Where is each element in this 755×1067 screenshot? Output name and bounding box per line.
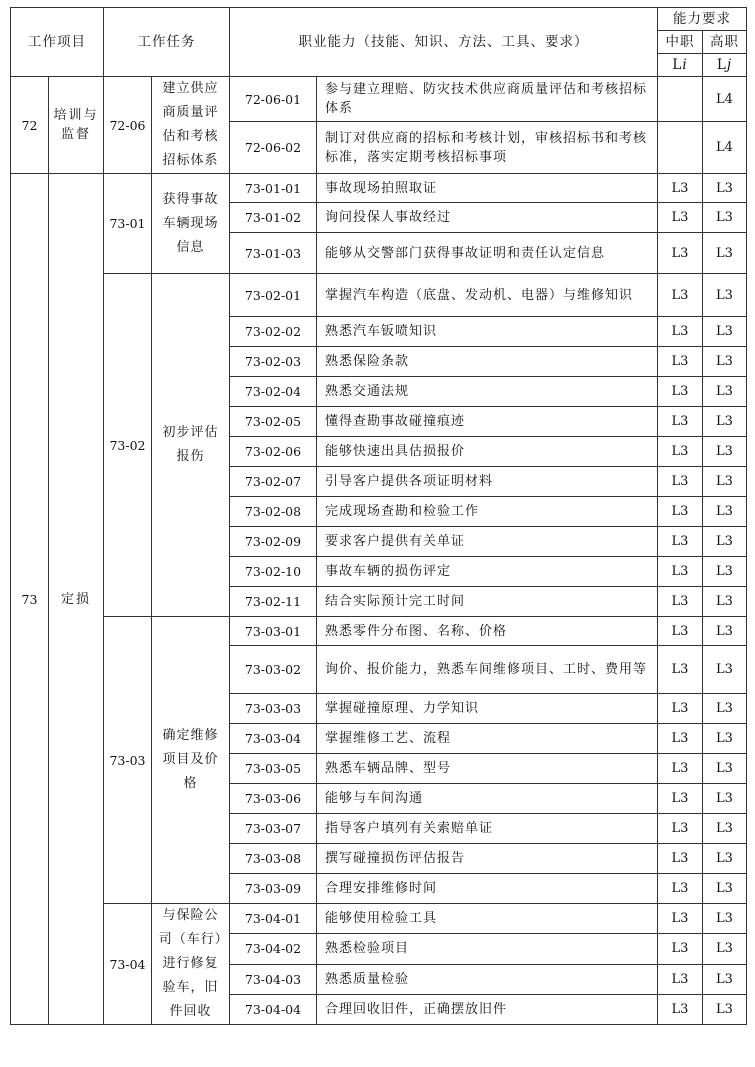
level-mid: L3 <box>658 174 703 203</box>
table-row <box>11 77 747 122</box>
level-mid: L3 <box>658 557 703 587</box>
level-mid: L3 <box>658 587 703 617</box>
ability-code: 73-02-11 <box>230 587 317 617</box>
level-mid: L3 <box>658 274 703 317</box>
ability-text: 懂得查勘事故碰撞痕迹 <box>317 407 658 437</box>
task-name: 建立供应商质量评估和考核招标体系 <box>152 77 230 174</box>
level-high: L3 <box>703 964 747 994</box>
ability-text: 能够从交警部门获得事故证明和责任认定信息 <box>317 233 658 274</box>
header-lj-text: Lj <box>716 56 733 73</box>
level-mid: L3 <box>658 233 703 274</box>
ability-text: 事故现场拍照取证 <box>317 174 658 203</box>
level-variable: i <box>682 56 688 73</box>
ability-code: 73-01-03 <box>230 233 317 274</box>
ability-code: 73-02-05 <box>230 407 317 437</box>
ability-text: 完成现场查勘和检验工作 <box>317 497 658 527</box>
table-body <box>11 77 747 1025</box>
level-high: L3 <box>703 994 747 1024</box>
level-high: L3 <box>703 377 747 407</box>
level-mid <box>658 77 703 122</box>
task-code: 72-06 <box>104 77 152 174</box>
level-high: L3 <box>703 724 747 754</box>
level-mid: L3 <box>658 934 703 964</box>
level-high: L3 <box>703 174 747 203</box>
header-ability: 职业能力（技能、知识、方法、工具、要求） <box>230 8 658 77</box>
level-high: L3 <box>703 844 747 874</box>
ability-text: 掌握维修工艺、流程 <box>317 724 658 754</box>
ability-code: 73-02-07 <box>230 467 317 497</box>
project-name: 定损 <box>49 174 104 1025</box>
header-mid: 中职 <box>658 31 703 54</box>
level-high: L3 <box>703 274 747 317</box>
ability-text: 熟悉车辆品牌、型号 <box>317 754 658 784</box>
level-mid: L3 <box>658 994 703 1024</box>
ability-code: 73-03-08 <box>230 844 317 874</box>
level-mid: L3 <box>658 467 703 497</box>
header-li <box>658 54 703 77</box>
ability-text: 能够与车间沟通 <box>317 784 658 814</box>
level-high: L3 <box>703 754 747 784</box>
competency-table <box>10 7 747 1025</box>
ability-code: 73-04-01 <box>230 904 317 934</box>
task-code: 73-02 <box>104 274 152 617</box>
level-high: L3 <box>703 934 747 964</box>
level-high: L4 <box>703 122 747 174</box>
level-high: L3 <box>703 904 747 934</box>
level-high: L3 <box>703 437 747 467</box>
level-mid <box>658 122 703 174</box>
ability-code: 73-02-10 <box>230 557 317 587</box>
ability-code: 73-01-01 <box>230 174 317 203</box>
level-high: L3 <box>703 874 747 904</box>
ability-text: 撰写碰撞损伤评估报告 <box>317 844 658 874</box>
ability-code: 73-03-04 <box>230 724 317 754</box>
level-high: L3 <box>703 347 747 377</box>
ability-code: 72-06-02 <box>230 122 317 174</box>
table-row <box>11 904 747 934</box>
project-name: 培训与监督 <box>49 77 104 174</box>
ability-code: 73-04-02 <box>230 934 317 964</box>
ability-code: 73-04-03 <box>230 964 317 994</box>
header-project: 工作项目 <box>11 8 104 77</box>
level-mid: L3 <box>658 377 703 407</box>
ability-text: 制订对供应商的招标和考核计划，审核招标书和考核标准，落实定期考核招标事项 <box>317 122 658 174</box>
ability-text: 参与建立理赔、防灾技术供应商质量评估和考核招标体系 <box>317 77 658 122</box>
level-high: L3 <box>703 317 747 347</box>
level-high: L3 <box>703 617 747 646</box>
level-mid: L3 <box>658 646 703 694</box>
level-mid: L3 <box>658 814 703 844</box>
header-requirement: 能力要求 <box>658 8 747 31</box>
level-mid: L3 <box>658 694 703 724</box>
ability-code: 73-03-07 <box>230 814 317 844</box>
level-high: L3 <box>703 814 747 844</box>
ability-text: 掌握汽车构造（底盘、发动机、电器）与维修知识 <box>317 274 658 317</box>
ability-text: 要求客户提供有关单证 <box>317 527 658 557</box>
ability-text: 事故车辆的损伤评定 <box>317 557 658 587</box>
ability-code: 73-03-09 <box>230 874 317 904</box>
level-mid: L3 <box>658 497 703 527</box>
ability-code: 73-02-04 <box>230 377 317 407</box>
header-high: 高职 <box>703 31 747 54</box>
header-li-text: Li <box>672 56 688 73</box>
level-high: L3 <box>703 203 747 233</box>
ability-text: 结合实际预计完工时间 <box>317 587 658 617</box>
ability-text: 能够快速出具估损报价 <box>317 437 658 467</box>
level-mid: L3 <box>658 527 703 557</box>
task-name: 获得事故车辆现场信息 <box>152 174 230 274</box>
level-high: L3 <box>703 694 747 724</box>
ability-code: 73-01-02 <box>230 203 317 233</box>
ability-text: 合理回收旧件，正确摆放旧件 <box>317 994 658 1024</box>
ability-code: 73-03-05 <box>230 754 317 784</box>
ability-text: 熟悉检验项目 <box>317 934 658 964</box>
ability-code: 73-02-06 <box>230 437 317 467</box>
ability-code: 73-02-03 <box>230 347 317 377</box>
table-row <box>11 617 747 646</box>
level-high: L3 <box>703 646 747 694</box>
ability-text: 熟悉质量检验 <box>317 964 658 994</box>
ability-code: 73-04-04 <box>230 994 317 1024</box>
level-mid: L3 <box>658 617 703 646</box>
table-header <box>11 8 747 77</box>
level-mid: L3 <box>658 203 703 233</box>
ability-code: 73-02-02 <box>230 317 317 347</box>
level-mid: L3 <box>658 964 703 994</box>
level-mid: L3 <box>658 347 703 377</box>
level-high: L3 <box>703 587 747 617</box>
task-name: 确定维修项目及价格 <box>152 617 230 904</box>
task-name: 初步评估报伤 <box>152 274 230 617</box>
level-mid: L3 <box>658 437 703 467</box>
table-row <box>11 274 747 317</box>
project-code: 73 <box>11 174 49 1025</box>
level-mid: L3 <box>658 317 703 347</box>
ability-code: 72-06-01 <box>230 77 317 122</box>
project-code: 72 <box>11 77 49 174</box>
level-mid: L3 <box>658 724 703 754</box>
ability-text: 询问投保人事故经过 <box>317 203 658 233</box>
ability-text: 熟悉零件分布图、名称、价格 <box>317 617 658 646</box>
ability-text: 指导客户填列有关索赔单证 <box>317 814 658 844</box>
level-high: L3 <box>703 527 747 557</box>
level-high: L3 <box>703 467 747 497</box>
level-mid: L3 <box>658 754 703 784</box>
level-high: L3 <box>703 407 747 437</box>
ability-code: 73-03-02 <box>230 646 317 694</box>
ability-text: 熟悉保险条款 <box>317 347 658 377</box>
level-high: L3 <box>703 784 747 814</box>
header-task: 工作任务 <box>104 8 230 77</box>
level-mid: L3 <box>658 904 703 934</box>
header-lj <box>703 54 747 77</box>
ability-code: 73-02-01 <box>230 274 317 317</box>
level-variable: j <box>726 56 733 73</box>
ability-text: 询价、报价能力，熟悉车间维修项目、工时、费用等 <box>317 646 658 694</box>
level-high: L3 <box>703 557 747 587</box>
ability-text: 引导客户提供各项证明材料 <box>317 467 658 497</box>
task-code: 73-04 <box>104 904 152 1025</box>
ability-code: 73-03-06 <box>230 784 317 814</box>
level-high: L3 <box>703 233 747 274</box>
table-row <box>11 174 747 203</box>
ability-code: 73-02-08 <box>230 497 317 527</box>
ability-text: 能够使用检验工具 <box>317 904 658 934</box>
ability-code: 73-02-09 <box>230 527 317 557</box>
level-mid: L3 <box>658 844 703 874</box>
level-high: L3 <box>703 497 747 527</box>
ability-code: 73-03-03 <box>230 694 317 724</box>
task-code: 73-03 <box>104 617 152 904</box>
task-name: 与保险公司（车行）进行修复验车，旧件回收 <box>152 904 230 1025</box>
level-mid: L3 <box>658 784 703 814</box>
task-code: 73-01 <box>104 174 152 274</box>
level-mid: L3 <box>658 874 703 904</box>
ability-text: 掌握碰撞原理、力学知识 <box>317 694 658 724</box>
level-mid: L3 <box>658 407 703 437</box>
ability-code: 73-03-01 <box>230 617 317 646</box>
level-high: L4 <box>703 77 747 122</box>
ability-text: 熟悉交通法规 <box>317 377 658 407</box>
ability-text: 合理安排维修时间 <box>317 874 658 904</box>
ability-text: 熟悉汽车钣喷知识 <box>317 317 658 347</box>
